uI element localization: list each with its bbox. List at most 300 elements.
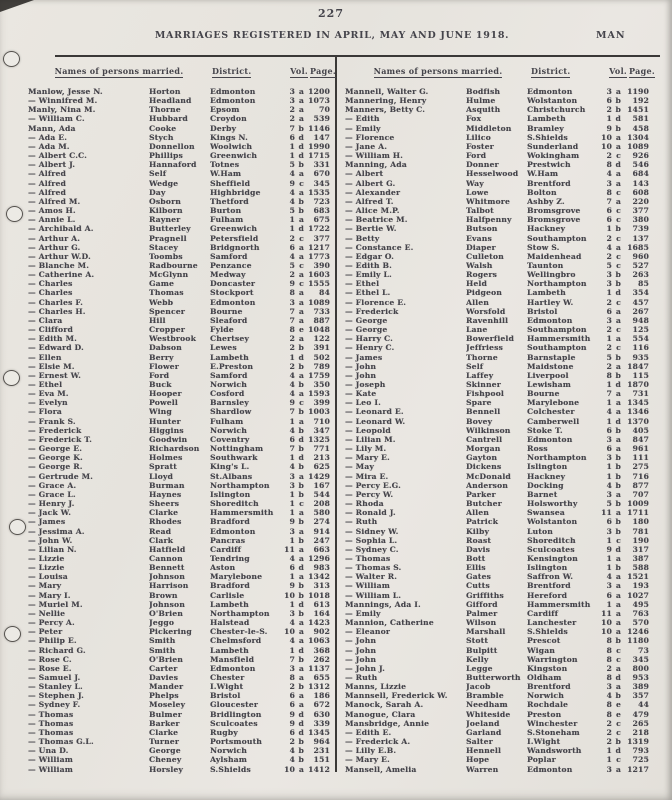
entry-spouse-surname: Cannon: [149, 553, 183, 563]
entry-name: — Peter: [28, 627, 63, 637]
vol-number: 3: [289, 87, 295, 96]
vol-number: 2: [289, 105, 295, 115]
table-row: [345, 325, 649, 334]
entry-page: 731: [632, 389, 649, 399]
table-row: [28, 636, 330, 645]
entry-page: 789: [313, 361, 330, 371]
entry-district: Edmonton: [527, 87, 573, 96]
entry-district: Wandsworth: [527, 746, 582, 756]
table-row: [28, 169, 330, 178]
entry-vol: [282, 453, 304, 462]
entry-vol: [282, 517, 304, 526]
entry-page: 186: [313, 691, 330, 701]
entry-name: — Lilly E.B.: [345, 746, 397, 756]
entry-spouse-surname: Pickering: [149, 627, 192, 637]
vol-letter: d: [298, 224, 304, 234]
entry-spouse-surname: Holmes: [149, 453, 183, 463]
vol-number: 4: [289, 618, 295, 628]
entry-page: 1593: [308, 389, 330, 399]
table-row: [345, 517, 649, 526]
entry-district: I.Wight: [210, 682, 244, 692]
vol-letter: a: [298, 700, 304, 710]
entry-spouse-surname: Middleton: [466, 123, 512, 133]
vol-letter: d: [298, 563, 304, 573]
entry-page: 670: [313, 169, 330, 179]
entry-name: — Mary E.: [345, 755, 390, 765]
entry-spouse-surname: Allen: [466, 508, 490, 518]
table-row: [28, 508, 330, 517]
entry-vol: [599, 179, 621, 188]
table-row: [28, 472, 330, 481]
entry-spouse-surname: Hulme: [466, 96, 496, 106]
entry-district: Prestwich: [527, 160, 571, 170]
table-row: [28, 700, 330, 709]
entry-page: 1063: [308, 636, 330, 646]
vol-number: 2: [606, 233, 612, 243]
entry-spouse-surname: Day: [149, 187, 166, 197]
entry-name: — John: [345, 361, 377, 371]
entry-page: 887: [313, 315, 330, 325]
vol-number: 9: [289, 718, 295, 728]
vol-number: 8: [606, 160, 612, 170]
vol-letter: c: [616, 727, 621, 737]
table-row: [345, 636, 649, 645]
entry-spouse-surname: Johnson: [149, 599, 185, 609]
entry-vol: [599, 169, 621, 178]
entry-district: S.Shields: [527, 132, 568, 142]
entry-district: Woolwich: [210, 141, 253, 151]
vol-number: 2: [606, 251, 612, 261]
table-row: [345, 380, 649, 389]
vol-number: 3: [289, 608, 295, 618]
left-column-headers: [28, 66, 336, 76]
entry-vol: [282, 691, 304, 700]
vol-number: 3: [606, 434, 612, 444]
table-row: [28, 105, 330, 114]
entry-page: 1685: [627, 242, 649, 252]
entry-spouse-surname: Way: [466, 178, 484, 188]
entry-district: Sculcoates: [527, 544, 575, 554]
entry-spouse-surname: Sheers: [149, 499, 180, 509]
entry-spouse-surname: Flower: [149, 361, 179, 371]
table-row: [345, 737, 649, 746]
entry-page: 1870: [627, 380, 649, 389]
entry-spouse-surname: Fishpool: [466, 389, 504, 399]
entry-page: 387: [632, 553, 649, 563]
vol-letter: b: [615, 224, 621, 234]
vol-letter: d: [298, 151, 304, 161]
vol-number: 1: [289, 599, 295, 609]
entry-spouse-surname: Turner: [149, 737, 180, 747]
vol-number: 8: [606, 636, 612, 646]
names-column-header: Names of persons married.: [373, 66, 503, 76]
table-row: [28, 307, 330, 316]
entry-vol: [282, 499, 304, 508]
entry-name: — Thomas: [28, 718, 74, 728]
vol-letter: b: [298, 160, 304, 170]
entry-district: Kingston: [527, 663, 568, 673]
entry-page: 218: [632, 727, 649, 737]
entry-spouse-surname: Goodwin: [149, 434, 188, 444]
entry-spouse-surname: Bott: [466, 553, 486, 563]
entry-name: — Arthur A.: [28, 233, 81, 243]
entry-spouse-surname: Butterley: [149, 224, 191, 234]
table-row: [28, 426, 330, 435]
entry-page: 380: [632, 215, 649, 225]
entry-page: 1847: [627, 361, 649, 371]
entry-vol: [599, 197, 621, 206]
entry-spouse-surname: Higgins: [149, 425, 184, 435]
table-row: [345, 508, 649, 517]
entry-name: — Nellie: [28, 608, 66, 618]
vol-letter: c: [616, 718, 621, 728]
entry-spouse-surname: Cutts: [466, 581, 490, 591]
table-row: [345, 234, 649, 243]
page-title: MARRIAGES REGISTERED IN APRIL, MAY AND JUNE 1918.: [154, 30, 510, 41]
entry-vol: [282, 682, 304, 691]
table-row: [28, 719, 330, 728]
entry-spouse-surname: Phelps: [149, 691, 179, 701]
entry-name: — Ethel: [28, 380, 63, 389]
entry-page: 935: [632, 352, 649, 362]
entry-district: Camberwell: [527, 416, 580, 426]
entry-district: Islington: [527, 462, 568, 472]
entry-page: 1296: [308, 553, 330, 563]
table-row: [345, 646, 649, 655]
entry-page: 457: [632, 297, 649, 307]
entry-spouse-surname: Burman: [149, 480, 185, 490]
entry-page: 147: [313, 132, 330, 142]
entry-vol: [282, 655, 304, 664]
entry-district: Edmonton: [210, 297, 256, 307]
entry-spouse-surname: Butson: [466, 224, 498, 234]
entry-page: 345: [313, 178, 330, 188]
entry-district: Stoke T.: [527, 425, 563, 435]
entry-spouse-surname: Game: [149, 279, 175, 289]
entry-name: — Edith B.: [345, 260, 392, 270]
vol-number: 5: [606, 499, 612, 509]
entry-spouse-surname: Griffiths: [466, 590, 504, 600]
entry-vol: [599, 252, 621, 261]
entry-page: 710: [313, 416, 330, 426]
vol-number: 8: [289, 288, 295, 298]
entry-district: Hackney: [527, 471, 566, 481]
vol-number: 3: [289, 471, 295, 481]
table-row: [28, 572, 330, 581]
table-row: [28, 627, 330, 636]
vol-number: 5: [289, 206, 295, 216]
entry-district: Barnstaple: [527, 352, 576, 362]
vol-letter: d: [615, 746, 621, 756]
entry-spouse-surname: Bodfish: [466, 87, 501, 96]
entry-page: 84: [319, 288, 330, 298]
entry-vol: [282, 737, 304, 746]
table-row: [345, 472, 649, 481]
entry-spouse-surname: Bowerfield: [466, 334, 515, 344]
entry-name: — Jessima A.: [28, 526, 85, 536]
table-row: [28, 151, 330, 160]
entry-name: — Florence E.: [345, 297, 407, 307]
entry-page: 733: [313, 306, 330, 316]
entry-page: 1325: [308, 434, 330, 444]
entry-vol: [282, 380, 304, 389]
entry-name: Manns, Lizzie: [345, 682, 407, 692]
entry-spouse-surname: Joeland: [466, 718, 500, 728]
table-row: [28, 298, 330, 307]
vol-number: 1: [289, 645, 295, 655]
entry-spouse-surname: Spencer: [149, 306, 186, 316]
vol-number: 1: [606, 553, 612, 563]
entry-vol: [599, 380, 621, 389]
entry-name: — Bertie W.: [345, 224, 397, 234]
vol-number: 3: [606, 581, 612, 591]
vol-number: 4: [606, 242, 612, 252]
table-row: [28, 609, 330, 618]
entry-spouse-surname: Evans: [466, 233, 492, 243]
table-row: [345, 334, 649, 343]
entry-district: Rochdale: [527, 700, 569, 710]
vol-number: 2: [289, 233, 295, 243]
vol-letter: a: [615, 489, 621, 499]
vol-letter: c: [616, 151, 621, 161]
vol-number: 6: [606, 215, 612, 225]
entry-vol: [282, 252, 304, 261]
entry-spouse-surname: Patrick: [466, 517, 499, 527]
entry-spouse-surname: Roast: [466, 535, 492, 545]
entry-name: — Harry C.: [345, 334, 393, 344]
table-row: [345, 353, 649, 362]
entry-district: Derby: [210, 123, 237, 133]
table-row: [28, 96, 330, 105]
vol-letter: d: [615, 673, 621, 682]
entry-page: 739: [632, 224, 649, 234]
entry-name: — Grace L.: [28, 489, 76, 499]
vol-letter: b: [298, 462, 304, 472]
entry-page: 684: [632, 169, 649, 179]
vol-letter: a: [615, 627, 621, 637]
vol-number: 1: [606, 288, 612, 298]
entry-page: 1715: [308, 151, 330, 161]
entry-page: 1003: [308, 407, 330, 417]
entry-district: Ross: [527, 444, 548, 454]
entry-page: 190: [632, 535, 649, 545]
entry-spouse-surname: McGlynn: [149, 270, 189, 280]
entry-name: Mansbridge, Annie: [345, 718, 430, 728]
table-row: [28, 270, 330, 279]
entry-spouse-surname: Pragnell: [149, 233, 187, 243]
entry-name: — John J.: [345, 663, 386, 673]
entry-page: 544: [313, 489, 330, 499]
table-row: [28, 316, 330, 325]
entry-name: — Florence: [345, 132, 395, 142]
entry-spouse-surname: Johnson: [149, 572, 185, 582]
entry-vol: [599, 398, 621, 407]
table-row: [28, 288, 330, 297]
vol-letter: b: [298, 517, 304, 527]
entry-spouse-surname: Donnellon: [149, 141, 195, 151]
entry-vol: [282, 288, 304, 297]
page-column-header: Page.: [310, 66, 336, 76]
vol-number: 9: [606, 544, 612, 554]
entry-district: Rugby: [210, 727, 238, 737]
table-row: [345, 618, 649, 627]
table-row: [345, 426, 649, 435]
entry-spouse-surname: Ravenhill: [466, 315, 509, 325]
entry-vol: [282, 746, 304, 755]
entry-vol: [282, 206, 304, 215]
table-row: [345, 609, 649, 618]
vol-number: 10: [284, 590, 295, 600]
entry-vol: [282, 765, 304, 774]
entry-spouse-surname: Hill: [149, 315, 166, 325]
table-row: [28, 682, 330, 691]
table-row: [345, 563, 649, 572]
entry-district: Edmonton: [527, 434, 573, 444]
entry-name: — Frederick A.: [345, 737, 411, 747]
vol-number: 5: [289, 260, 295, 270]
entry-district: Preston: [527, 709, 562, 719]
entry-name: Manlow, Jesse N.: [28, 87, 103, 96]
punch-hole: [3, 51, 20, 67]
vol-letter: a: [298, 627, 304, 637]
entry-district: Doncaster: [210, 279, 256, 289]
entry-spouse-surname: Clarke: [149, 508, 179, 518]
entry-district: Epsom: [210, 105, 240, 115]
vol-number: 4: [289, 755, 295, 765]
entry-page: 1773: [308, 251, 330, 261]
entry-spouse-surname: Stott: [466, 636, 489, 646]
entry-spouse-surname: Spratt: [149, 462, 177, 472]
table-row: [28, 398, 330, 407]
entry-page: 613: [313, 599, 330, 609]
entry-district: Bridlington: [210, 709, 262, 719]
entry-vol: [599, 224, 621, 233]
table-row: [28, 334, 330, 343]
vol-number: 2: [606, 297, 612, 307]
entry-vol: [599, 755, 621, 764]
entry-spouse-surname: Stych: [149, 132, 174, 142]
entry-vol: [599, 481, 621, 490]
vol-number: 3: [606, 682, 612, 692]
entry-name: — George E.: [28, 444, 83, 454]
vol-number: 10: [601, 627, 612, 637]
table-row: [28, 765, 330, 774]
vol-letter: a: [615, 764, 621, 774]
vol-number: 10: [284, 764, 295, 774]
entry-spouse-surname: Rogers: [466, 270, 497, 280]
entry-page: 247: [313, 535, 330, 545]
entry-page: 167: [313, 480, 330, 490]
entry-name: — George R.: [28, 462, 83, 472]
entry-vol: [599, 691, 621, 700]
vol-number: 3: [289, 96, 295, 106]
entry-page: 1759: [308, 370, 330, 380]
entry-spouse-surname: Foster: [466, 141, 494, 151]
entry-page: 608: [632, 187, 649, 197]
entry-name: — Mary I.: [28, 590, 71, 600]
vol-number: 6: [606, 444, 612, 454]
entry-vol: [282, 96, 304, 105]
entry-district: Chelmsford: [210, 636, 262, 646]
vol-number: 2: [289, 361, 295, 371]
entry-vol: [282, 527, 304, 536]
vol-letter: a: [615, 663, 621, 673]
entry-vol: [599, 87, 621, 96]
entry-name: — Flora: [28, 407, 62, 417]
entry-vol: [282, 124, 304, 133]
entry-spouse-surname: Horsley: [149, 764, 184, 774]
table-row: [345, 270, 649, 279]
vol-number: 1: [606, 224, 612, 234]
marriage-index-table-left: [28, 87, 330, 774]
entry-name: Manning, Ada: [345, 160, 407, 170]
table-row: [28, 490, 330, 499]
vol-letter: c: [616, 535, 621, 545]
entry-spouse-surname: Marshall: [466, 627, 506, 637]
entry-spouse-surname: Richardson: [149, 444, 200, 454]
entry-vol: [282, 307, 304, 316]
entry-name: — Rose C.: [28, 654, 72, 664]
vol-number: 1: [289, 416, 295, 426]
vol-number: 1: [289, 572, 295, 582]
entry-district: Edmonton: [210, 526, 256, 536]
table-row: [345, 572, 649, 581]
table-row: [345, 462, 649, 471]
entry-vol: [599, 737, 621, 746]
vol-number: 4: [289, 169, 295, 179]
entry-spouse-surname: George: [149, 746, 181, 756]
vol-letter: c: [616, 215, 621, 225]
entry-spouse-surname: Bramble: [466, 691, 504, 701]
entry-district: Ashby Z.: [527, 196, 565, 206]
vol-number: 1: [289, 215, 295, 225]
entry-name: — Lilian M.: [345, 434, 396, 444]
table-row: [345, 627, 649, 636]
entry-name: — Lizzie: [28, 563, 65, 573]
vol-number: 1: [289, 352, 295, 362]
entry-spouse-surname: Diaper: [466, 242, 496, 252]
vol-letter: d: [615, 160, 621, 170]
entry-district: Sunderland: [527, 141, 579, 151]
vol-letter: b: [298, 535, 304, 545]
entry-district: Brentford: [527, 581, 571, 591]
table-row: [345, 453, 649, 462]
entry-district: Bradford: [210, 581, 250, 591]
entry-page: 313: [313, 581, 330, 591]
entry-spouse-surname: Thorne: [466, 352, 498, 362]
entry-page: 265: [632, 718, 649, 728]
entry-vol: [599, 728, 621, 737]
vol-letter: a: [298, 416, 304, 426]
entry-page: 1603: [308, 270, 330, 280]
entry-district: Lambeth: [210, 599, 249, 609]
entry-district: Lambeth: [527, 114, 566, 124]
entry-vol: [282, 710, 304, 719]
vol-letter: b: [298, 755, 304, 765]
entry-vol: [599, 234, 621, 243]
entry-vol: [599, 96, 621, 105]
entry-spouse-surname: Parker: [466, 489, 496, 499]
entry-district: Carlisle: [210, 590, 245, 600]
punch-hole: [3, 370, 20, 386]
vol-letter: a: [298, 673, 304, 682]
vol-letter: b: [615, 691, 621, 701]
vol-number: 2: [289, 343, 295, 353]
entry-page: 193: [632, 581, 649, 591]
entry-name: — Charles H.: [28, 306, 86, 316]
vol-number: 1: [289, 535, 295, 545]
table-row: [28, 160, 330, 169]
